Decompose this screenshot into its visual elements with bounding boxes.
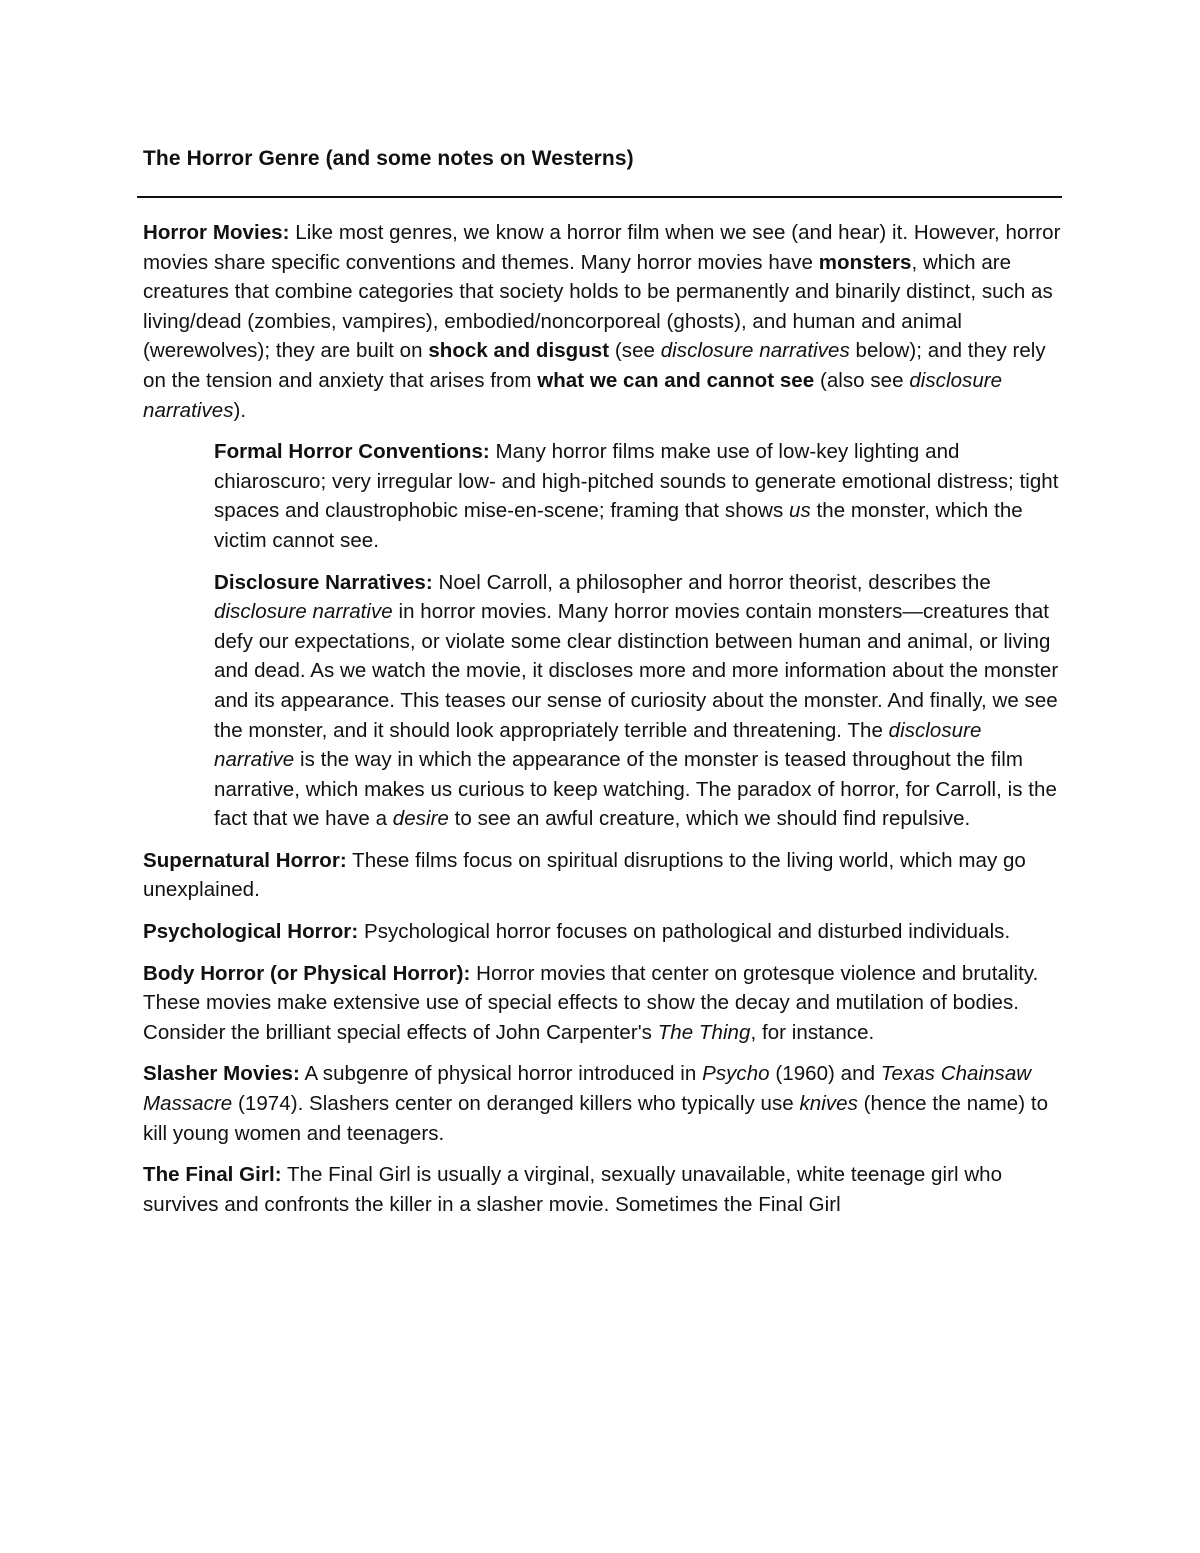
body-text: , which are creatures that combine categories that society holds to be permanently and binarily distinct, such as living/dead (zombies, vampires), embodied/noncorporeal (ghosts), and human and animal (werewolves); they are built on [143,250,1053,363]
body-text: below); and they rely on the tension and anxiety that arises from [143,339,1046,392]
body-text: Horror movies that center on grotesque violence and brutality. These movies make extensive use of special effects to show the decay and mutilation of bodies. Consider the brilliant special effects of John Carpenter's [143,961,1039,1044]
body-text: (1960) and [769,1062,881,1086]
bold-term: monsters [818,250,912,274]
section-supernatural-horror [143,846,1061,905]
body-text: (hence the name) to kill young women and teenagers. [143,1092,1049,1145]
body-text: The Final Girl is usually a virginal, sexually unavailable, white teenage girl who survives and confronts the killer in a slasher movie. Sometimes the Final Girl [143,1163,1003,1216]
bold-term: shock and disgust [428,339,610,363]
italic-term: disclosure narratives [143,368,1003,422]
document-body [143,218,1061,1231]
body-text: Noel Carroll, a philosopher and horror theorist, describes the [432,570,991,594]
italic-term: knives [799,1092,858,1116]
body-text: is the way in which the appearance of the monster is teased throughout the film narrative, which makes us curious to keep watching. The paradox of horror, for Carroll, is the fact that we have a [214,748,1057,831]
body-text: Psychological horror focuses on pathological and disturbed individuals. [358,920,1011,944]
italic-term: desire [392,807,449,831]
italic-term: disclosure narratives [660,339,850,363]
italic-term: us [789,499,811,523]
section-heading: Supernatural Horror: [143,848,347,872]
body-text: ). [233,398,247,422]
section-heading: Psychological Horror: [143,920,359,944]
section-formal-horror-conventions [214,437,1064,555]
section-body-horror [143,959,1061,1048]
italic-term: The Thing [657,1020,751,1044]
page-title: The Horror Genre (and some notes on Westerns) [143,147,634,170]
body-text: (see [609,339,661,363]
italic-term: Psycho [702,1062,770,1086]
section-heading: Formal Horror Conventions: [214,440,490,464]
section-heading: Horror Movies: [143,221,290,244]
body-text: (1974). Slashers center on deranged killers who typically use [232,1092,800,1116]
body-text: Many horror films make use of low-key lighting and chiaroscuro; very irregular low- and high-pitched sounds to generate emotional distress; tight spaces and claustrophobic mise-en-scene; framing that shows [214,440,1059,523]
body-text: the monster, which the victim cannot see. [214,499,1023,552]
italic-term: disclosure narrative [214,600,393,624]
section-heading: Slasher Movies: [143,1062,300,1086]
section-psychological-horror [143,917,1061,947]
section-final-girl [143,1160,1061,1219]
section-heading: Disclosure Narratives: [214,570,433,594]
body-text: Like most genres, we know a horror film when we see (and hear) it. However, horror movies share specific conventions and themes. Many horror movies have [143,221,1061,274]
section-horror-movies [143,218,1061,425]
body-text: in horror movies. Many horror movies contain monsters—creatures that defy our expectations, or violate some clear distinction between human and animal, or living and dead. As we watch the movie, it discloses more and more information about the monster and its appearance. This teases our sense of curiosity about the monster. And finally, we see the monster, and it should look appropriately terrible and threatening. The [214,600,1059,742]
body-text: to see an awful creature, which we should find repulsive. [448,807,971,831]
title-divider [137,196,1062,198]
body-text: A subgenre of physical horror introduced in [299,1062,703,1086]
section-disclosure-narratives [214,568,1064,834]
body-text: , for instance. [750,1020,875,1044]
italic-term: disclosure narrative [214,718,982,772]
body-text: These films focus on spiritual disruptions to the living world, which may go unexplained. [143,848,1026,902]
section-heading: The Final Girl: [143,1163,282,1187]
section-slasher-movies [143,1059,1061,1148]
bold-term: what we can and cannot see [537,368,815,392]
italic-term: Texas Chainsaw Massacre [143,1062,1032,1116]
section-heading: Body Horror (or Physical Horror): [143,961,471,985]
body-text: (also see [814,368,910,392]
